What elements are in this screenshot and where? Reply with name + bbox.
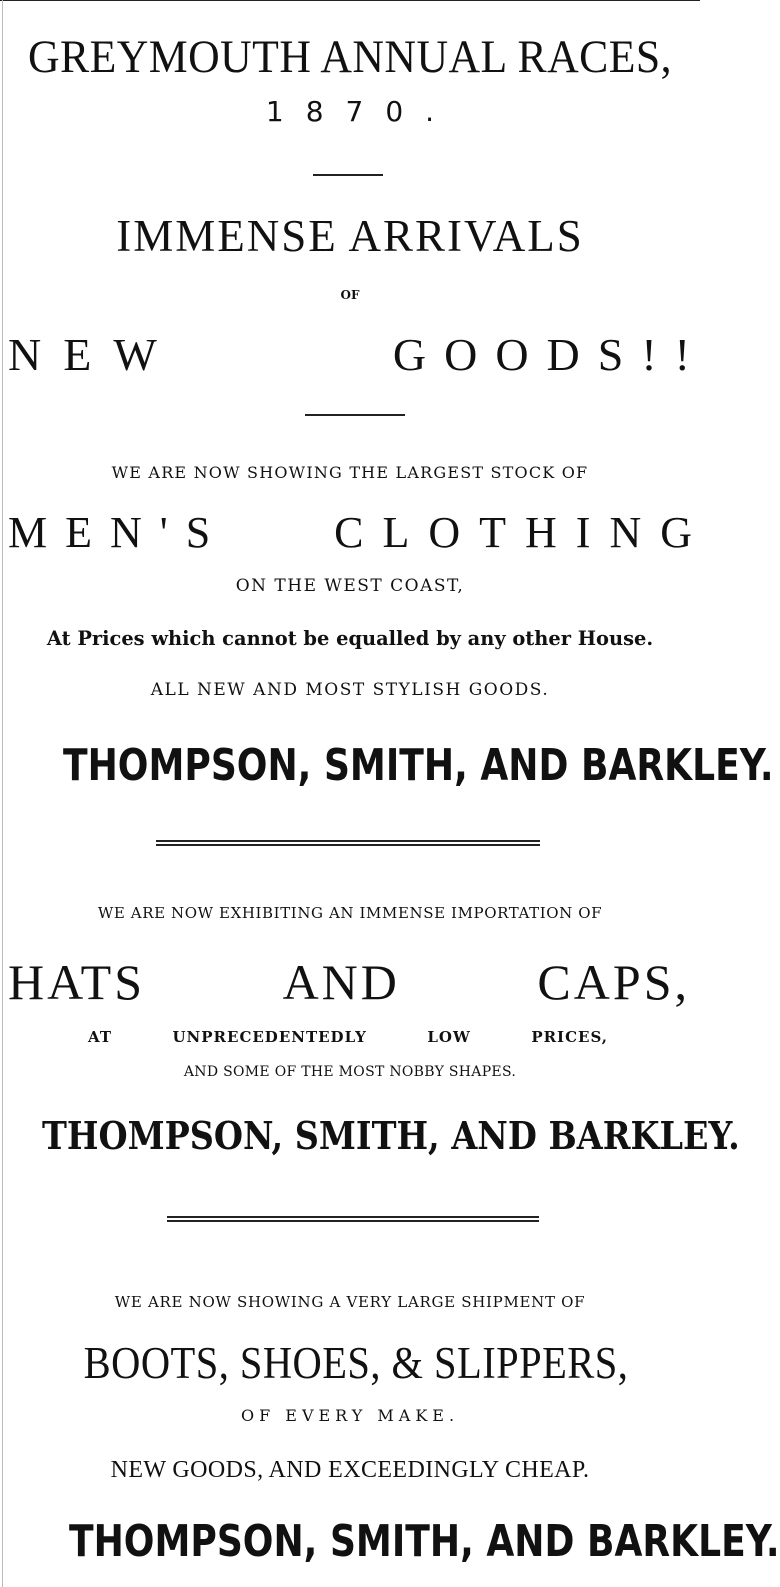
double-rule — [156, 840, 540, 846]
hats-prices-word: PRICES, — [531, 1028, 608, 1046]
hats-prices-word: AT — [88, 1028, 112, 1046]
of-label: OF — [340, 288, 360, 302]
mens-clothing-heading — [8, 508, 711, 557]
mens-word: MEN'S — [8, 508, 229, 557]
clothing-tagline: ALL NEW AND MOST STYLISH GOODS. — [150, 680, 550, 700]
hats-shapes: AND SOME OF THE MOST NOBBY SHAPES. — [183, 1064, 517, 1080]
clothing-lead: WE ARE NOW SHOWING THE LARGEST STOCK OF — [111, 463, 589, 482]
clothing-prices: At Prices which cannot be equalled by any other House. — [46, 626, 654, 650]
top-border — [0, 0, 700, 1]
boots-make: OF EVERY MAKE. — [240, 1406, 460, 1425]
hats-prices-word: LOW — [427, 1028, 471, 1046]
short-rule — [305, 414, 405, 416]
and-word: AND — [282, 954, 400, 1010]
boots-shoes-slippers-heading: BOOTS, SHOES, & SLIPPERS, — [83, 1338, 629, 1388]
short-rule — [313, 174, 383, 176]
hats-word: HATS — [8, 954, 146, 1010]
hats-prices — [88, 1030, 608, 1045]
firm-name: THOMPSON, SMITH, AND BARKLEY. — [69, 1516, 780, 1567]
clothing-location: ON THE WEST COAST, — [235, 576, 465, 596]
new-word: NEW — [8, 329, 179, 380]
double-rule — [167, 1216, 539, 1222]
goods-word: GOODS!! — [392, 329, 708, 380]
year: 1870. — [265, 95, 457, 128]
boots-cheap: NEW GOODS, AND EXCEEDINGLY CHEAP. — [110, 1457, 590, 1483]
new-goods-heading — [8, 329, 708, 380]
immense-arrivals-heading: IMMENSE ARRIVALS — [116, 211, 584, 261]
firm-name: THOMPSON, SMITH, AND BARKLEY. — [42, 1113, 740, 1158]
hats-lead: WE ARE NOW EXHIBITING AN IMMENSE IMPORTATION OF — [97, 904, 603, 922]
boots-lead: WE ARE NOW SHOWING A VERY LARGE SHIPMENT OF — [114, 1293, 586, 1311]
caps-word: CAPS, — [537, 954, 690, 1010]
hats-prices-word: UNPRECEDENTEDLY — [172, 1028, 367, 1046]
hats-and-caps-heading — [8, 954, 690, 1010]
firm-name: THOMPSON, SMITH, AND BARKLEY. — [63, 740, 774, 791]
race-title: GREYMOUTH ANNUAL RACES, — [27, 31, 673, 83]
clothing-word: CLOTHING — [334, 508, 711, 557]
